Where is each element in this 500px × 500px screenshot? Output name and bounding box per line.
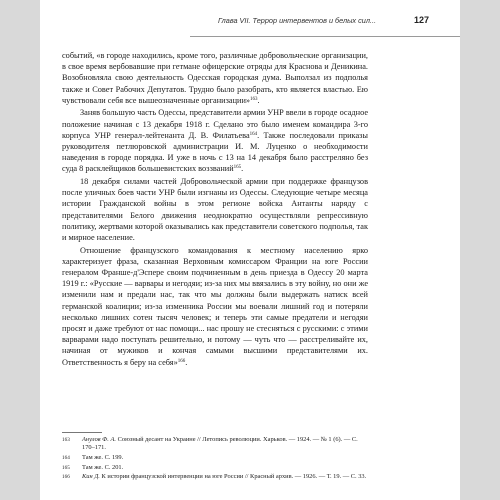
paragraph-text: 18 декабря силами частей Добровольческой армии при поддержке французов после уличных боев части УНР были изгнаны из Одессы. Следующие четыре месяца истории Гражданской войны в этом регионе войска Антанты наряду с представителями Белого движения неоднократно осуществляли репрессивную политику, жертвами которой оказывались как представители советского подполья, так и мирное население. bbox=[62, 177, 368, 243]
header-rule bbox=[190, 36, 460, 37]
footnote-author: Кин Д. bbox=[82, 473, 100, 481]
footnote-ref: 165 bbox=[233, 165, 242, 171]
footnote-number: 166 bbox=[62, 474, 70, 481]
footnote bbox=[62, 454, 368, 462]
paragraph-text: Заняв большую часть Одессы, представители армии УНР ввели в городе осадное положение начиная с 13 декабря 1918 г. Сделано это было именем командира 3-го корпуса УНР генерал-лейтенанта Д. В. Филатьева bbox=[62, 108, 368, 140]
paragraph bbox=[62, 245, 368, 368]
paragraph bbox=[62, 50, 368, 106]
footnote-text: К истории французской интервенции на юге России // Красный архив. — 1926. — Т. 19. — С. 33. bbox=[99, 473, 367, 481]
footnote bbox=[62, 464, 368, 472]
paragraph bbox=[62, 107, 368, 174]
page-number: 127 bbox=[414, 15, 430, 25]
footnote-ref: 163 bbox=[250, 96, 258, 102]
paragraph-text: . bbox=[257, 95, 260, 105]
page-header bbox=[40, 14, 460, 40]
footnote-text: Там же. С. 199. bbox=[82, 454, 124, 461]
body-text bbox=[62, 50, 368, 368]
footnote-author: Анулов Ф. А. bbox=[82, 436, 117, 443]
paragraph-text: . bbox=[241, 164, 244, 174]
footnotes bbox=[62, 436, 368, 482]
paragraph bbox=[62, 176, 368, 243]
running-head: Глава VII. Террор интервентов и белых сил... bbox=[218, 16, 377, 25]
footnote-text: Союзный десант на Украине // Летопись революции. Харьков. — 1924. — № 1 (6). — С. 170–171. bbox=[82, 436, 358, 452]
footnote-number: 163 bbox=[62, 437, 70, 443]
paragraph-text: Отношение французского командования к местному населению ярко характеризует фраза, сказанная Верховным комиссаром Франции на юге России генералом Франше-д'Эспере своим подчиненным в день приезда в Одессу 20 марта 1919 г.: «Русские — варвары и негодяи; из-за них мы ввязались в эту войну, но они же изменили нам и предали нас, так что мы должны были выдержать натиск всей германской коалиции; из-за изменника России мы воевали лишний год и потеряли несколько лишних сотен тысяч человек; и теперь эти самые предатели и негодяи просят и даже требуют от нас помощи... нас прошу не стесняться с русскими: с этими варварами надо поступать решительно, и потому — чуть что — расстреливайте их, начиная от мужиков и кончая самыми высшими представителями их. Ответственность я беру на себя» bbox=[62, 245, 368, 367]
paragraph-text: событий, «в городе находились, кроме того, различные добровольческие организации, в свое время вербовавшие при гетмане офицерские отряды для Краснова и Деникина. Возобновляла свою деятельность Одесская городская дума. Выползал из подполья также и Совет Рабочих Депутатов. Трудно было разобрать, кто является властью. Ею чувствовали себя все вышеозначенные организации» bbox=[62, 51, 368, 105]
paragraph-text: . bbox=[185, 357, 188, 367]
footnote-ref: 164 bbox=[249, 131, 258, 137]
footnote-number: 164 bbox=[62, 455, 70, 461]
footnote-text: Там же. С. 201. bbox=[82, 463, 124, 471]
footnote-ref: 166 bbox=[177, 358, 186, 364]
paragraph-text: . Также последовали приказы руководителя петлюровской администрации И. М. Луценко о необходимости наведения в городе порядка. И уже в ночь с 13 на 14 декабря было расстреляно без суда 8 расклейщиков большевистских воззваний bbox=[62, 130, 368, 174]
footnote bbox=[62, 436, 368, 453]
footnote-number: 165 bbox=[62, 464, 70, 471]
footnote-rule bbox=[62, 432, 102, 433]
footnote bbox=[62, 473, 368, 481]
